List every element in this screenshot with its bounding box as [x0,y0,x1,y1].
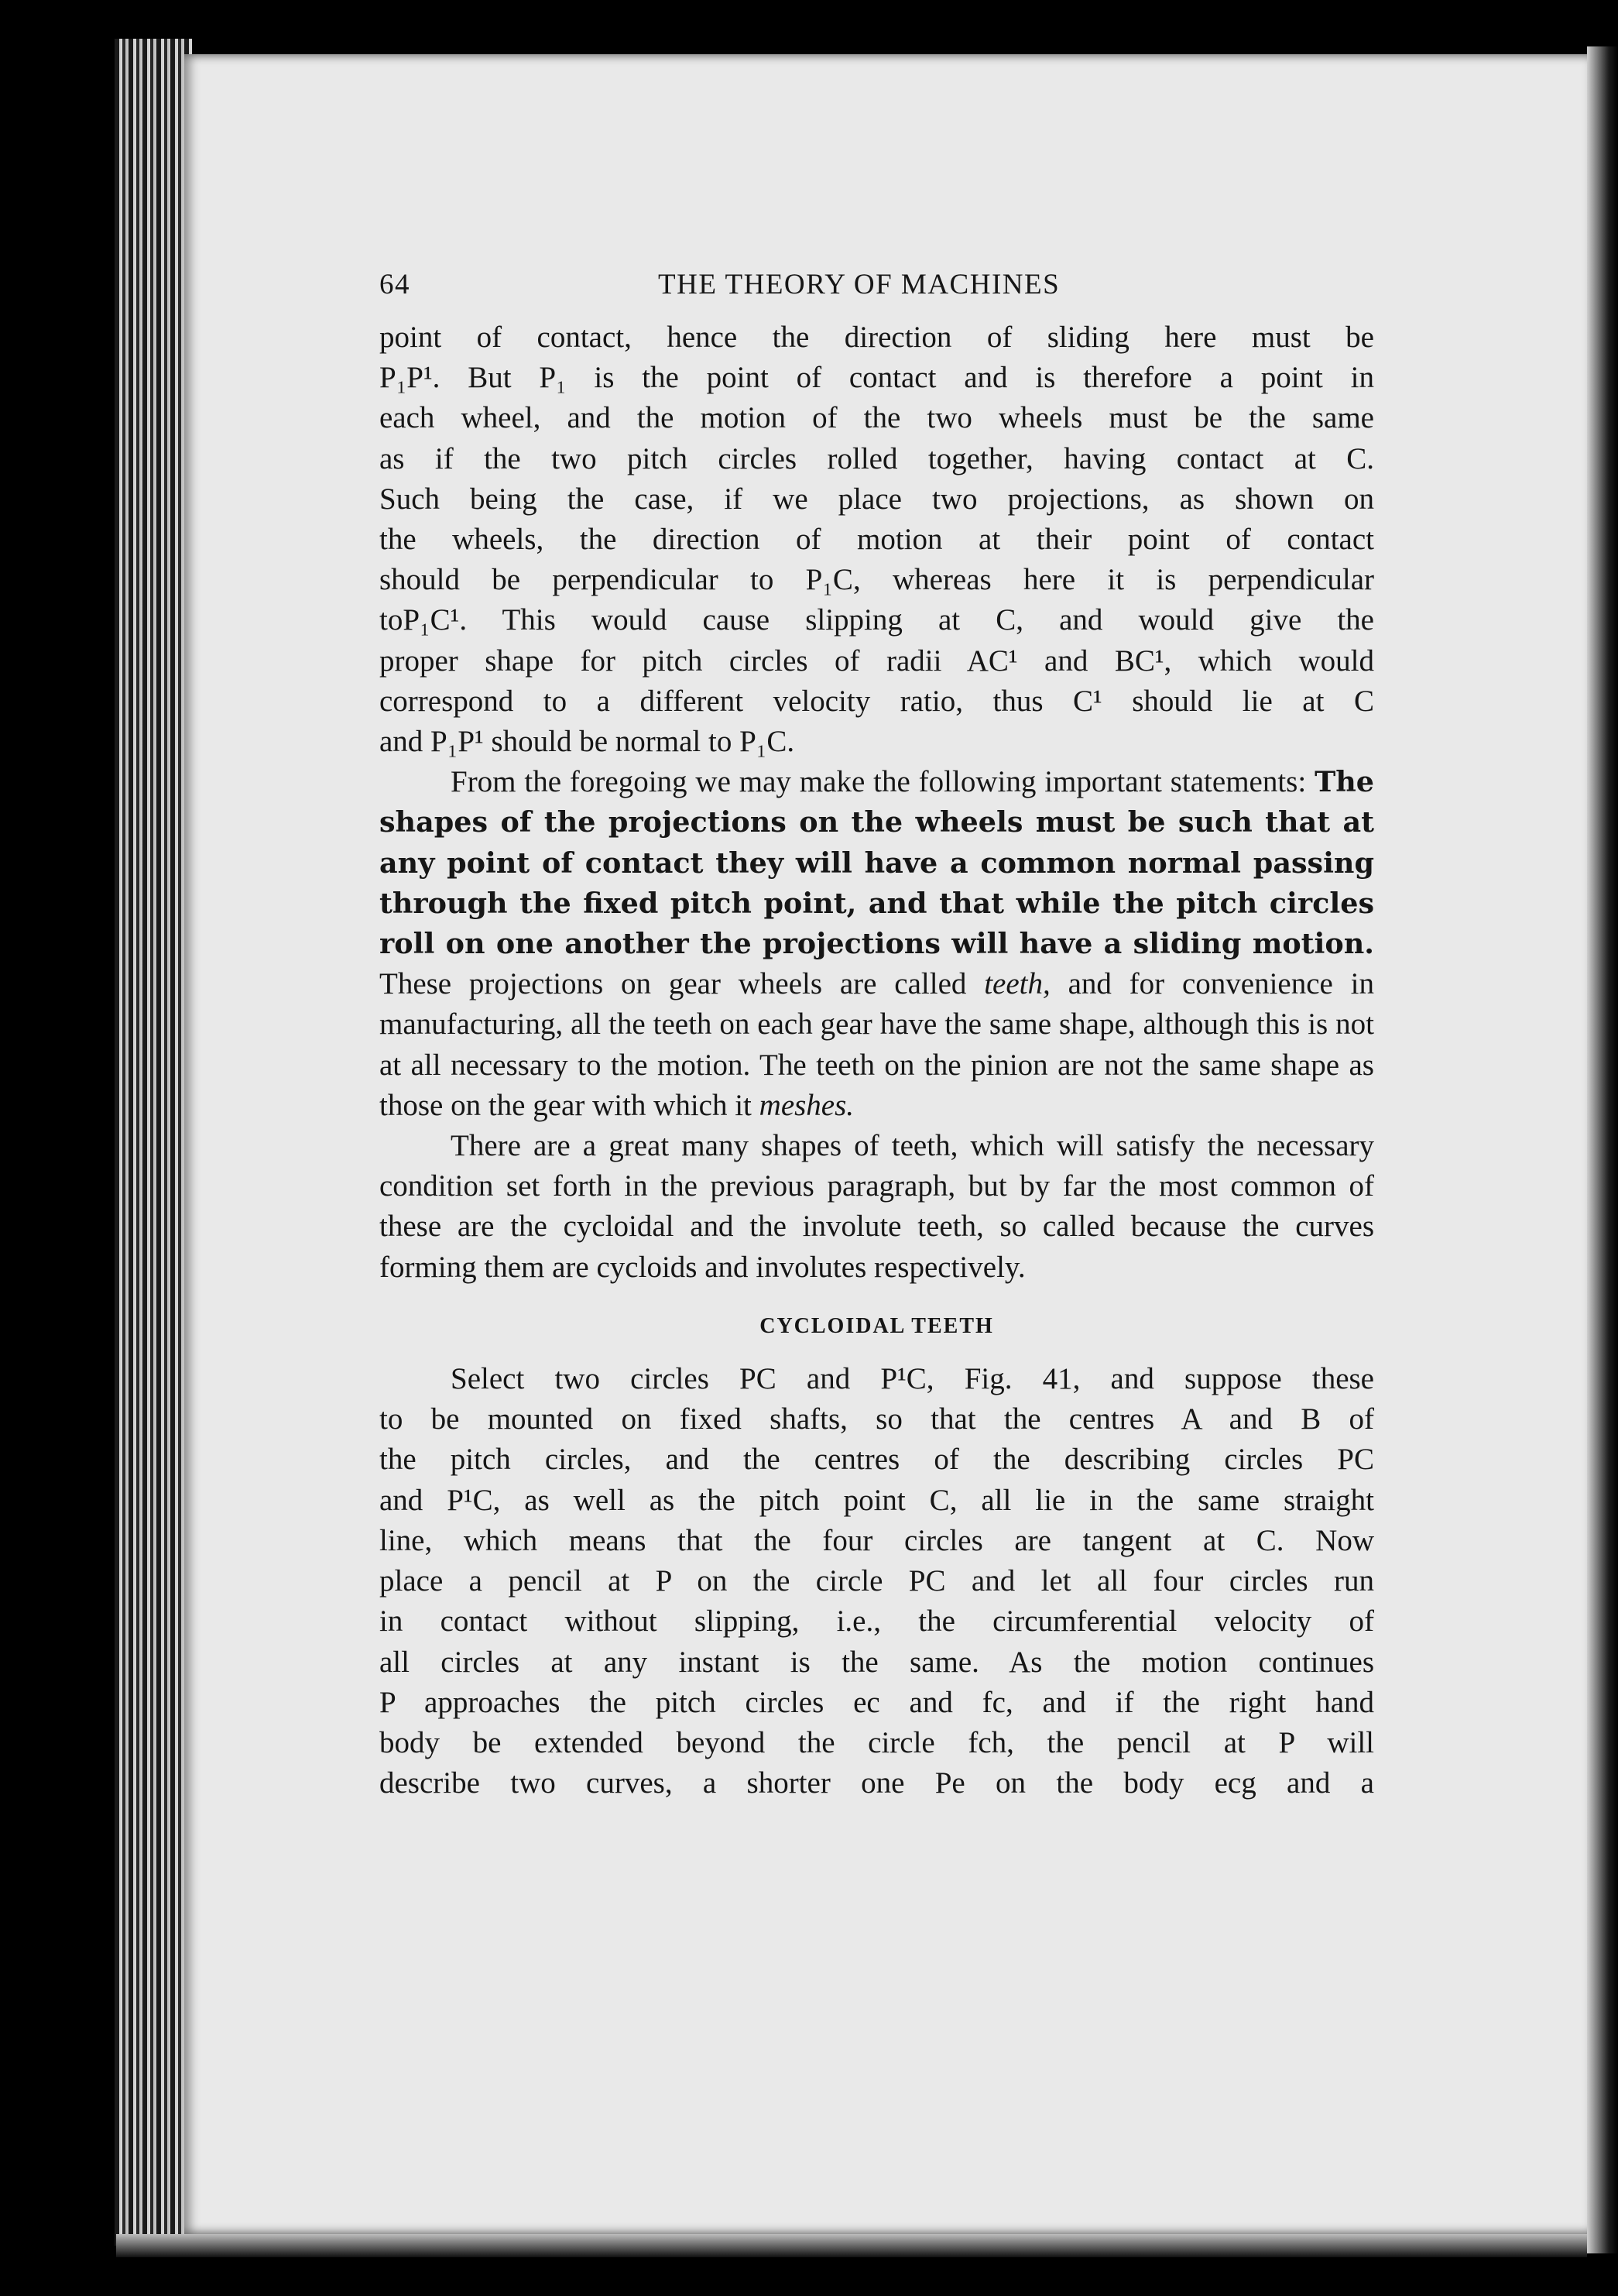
paragraph-2 [379,762,1374,1126]
section-heading: CYCLOIDAL TEETH [759,1313,994,1338]
text-line: toP₁C¹. This would cause slipping at C, and would give the [379,603,1374,637]
page-edges-left [115,39,192,2246]
paragraph-2-text-b: and for convenience in manufacturing, all the teeth on each gear have the same shape, although this is not at all necessary to the motion. The teeth on the pinion are not the same shape as those on the gear with which it [379,967,1374,1122]
text-line: proper shape for pitch circles of radii AC¹ and BC¹, which would [379,643,1374,678]
text-line: the pitch circles, and the centres of the describing circles PC [379,1443,1374,1477]
text-line: to be mounted on fixed shafts, so that the centres A and B of [379,1402,1374,1436]
text-line: point of contact, hence the direction of sliding here must be [379,321,1374,354]
paragraph-3: There are a great many shapes of teeth, which will satisfy the necessary condition set forth in the previous paragraph, but by far the most common of these are the cycloidal and the involute teeth, so called because the curves forming them are cycloids and involutes respectively. [379,1129,1374,1284]
page-text [379,256,1374,1804]
paragraph-2-term-teeth: teeth, [984,967,1051,1001]
text-line: all circles at any instant is the same. As the motion continues [379,1645,1374,1679]
text-line: should be perpendicular to P₁C, whereas here it is perpendicular [379,563,1374,597]
text-line: body be extended beyond the circle fch, the pencil at P will [379,1725,1374,1759]
text-line: P approaches the pitch circles ec and fc, and if the right hand [379,1685,1374,1719]
text-line: line, which means that the four circles are tangent at C. Now [379,1523,1374,1557]
running-head [379,256,1374,317]
text-line: correspond to a different velocity ratio, thus C¹ should lie at C [379,684,1374,718]
paragraph-4 [379,1359,1374,1804]
page-edge-bottom [116,2234,1587,2257]
paragraph-2-intro: From the foregoing we may make the following important statements: [451,765,1307,799]
text-line: place a pencil at P on the circle PC and let all four circles run [379,1564,1374,1598]
text-line: in contact without slipping, i.e., the circumferential velocity of [379,1604,1374,1639]
text-line: as if the two pitch circles rolled together, having contact at C. [379,441,1374,475]
text-line: describe two curves, a shorter one Pe on the body ecg and a [379,1766,1374,1800]
text-line: each wheel, and the motion of the two wheels must be the same [379,401,1374,435]
page-edge-right [1587,46,1618,2253]
text-line: P₁P¹. But P₁ is the point of contact and is therefore a point in [379,361,1374,395]
paragraph-2-text-a: These projections on gear wheels are called [379,967,967,1001]
paragraph-1 [379,317,1374,762]
running-title: THE THEORY OF MACHINES [658,269,1061,300]
text-line: Select two circles PC and P¹C, Fig. 41, and suppose these [451,1362,1374,1396]
text-line: and P₁P¹ should be normal to P₁C. [379,725,795,759]
paragraph-2-term-meshes: meshes. [759,1088,855,1122]
text-line: and P¹C, as well as the pitch point C, all lie in the same straight [379,1483,1374,1517]
text-line: the wheels, the direction of motion at their point of contact [379,523,1374,557]
text-line: Such being the case, if we place two projections, as shown on [379,482,1374,516]
paragraph-2-bold-statement: The shapes of the projections on the wheels must be such that at any point of contact they will have a common normal passing through the fixed pitch point, and that while the pitch circles roll on one another the projections will have a sliding motion. [379,765,1375,961]
page-number: 64 [379,269,410,300]
